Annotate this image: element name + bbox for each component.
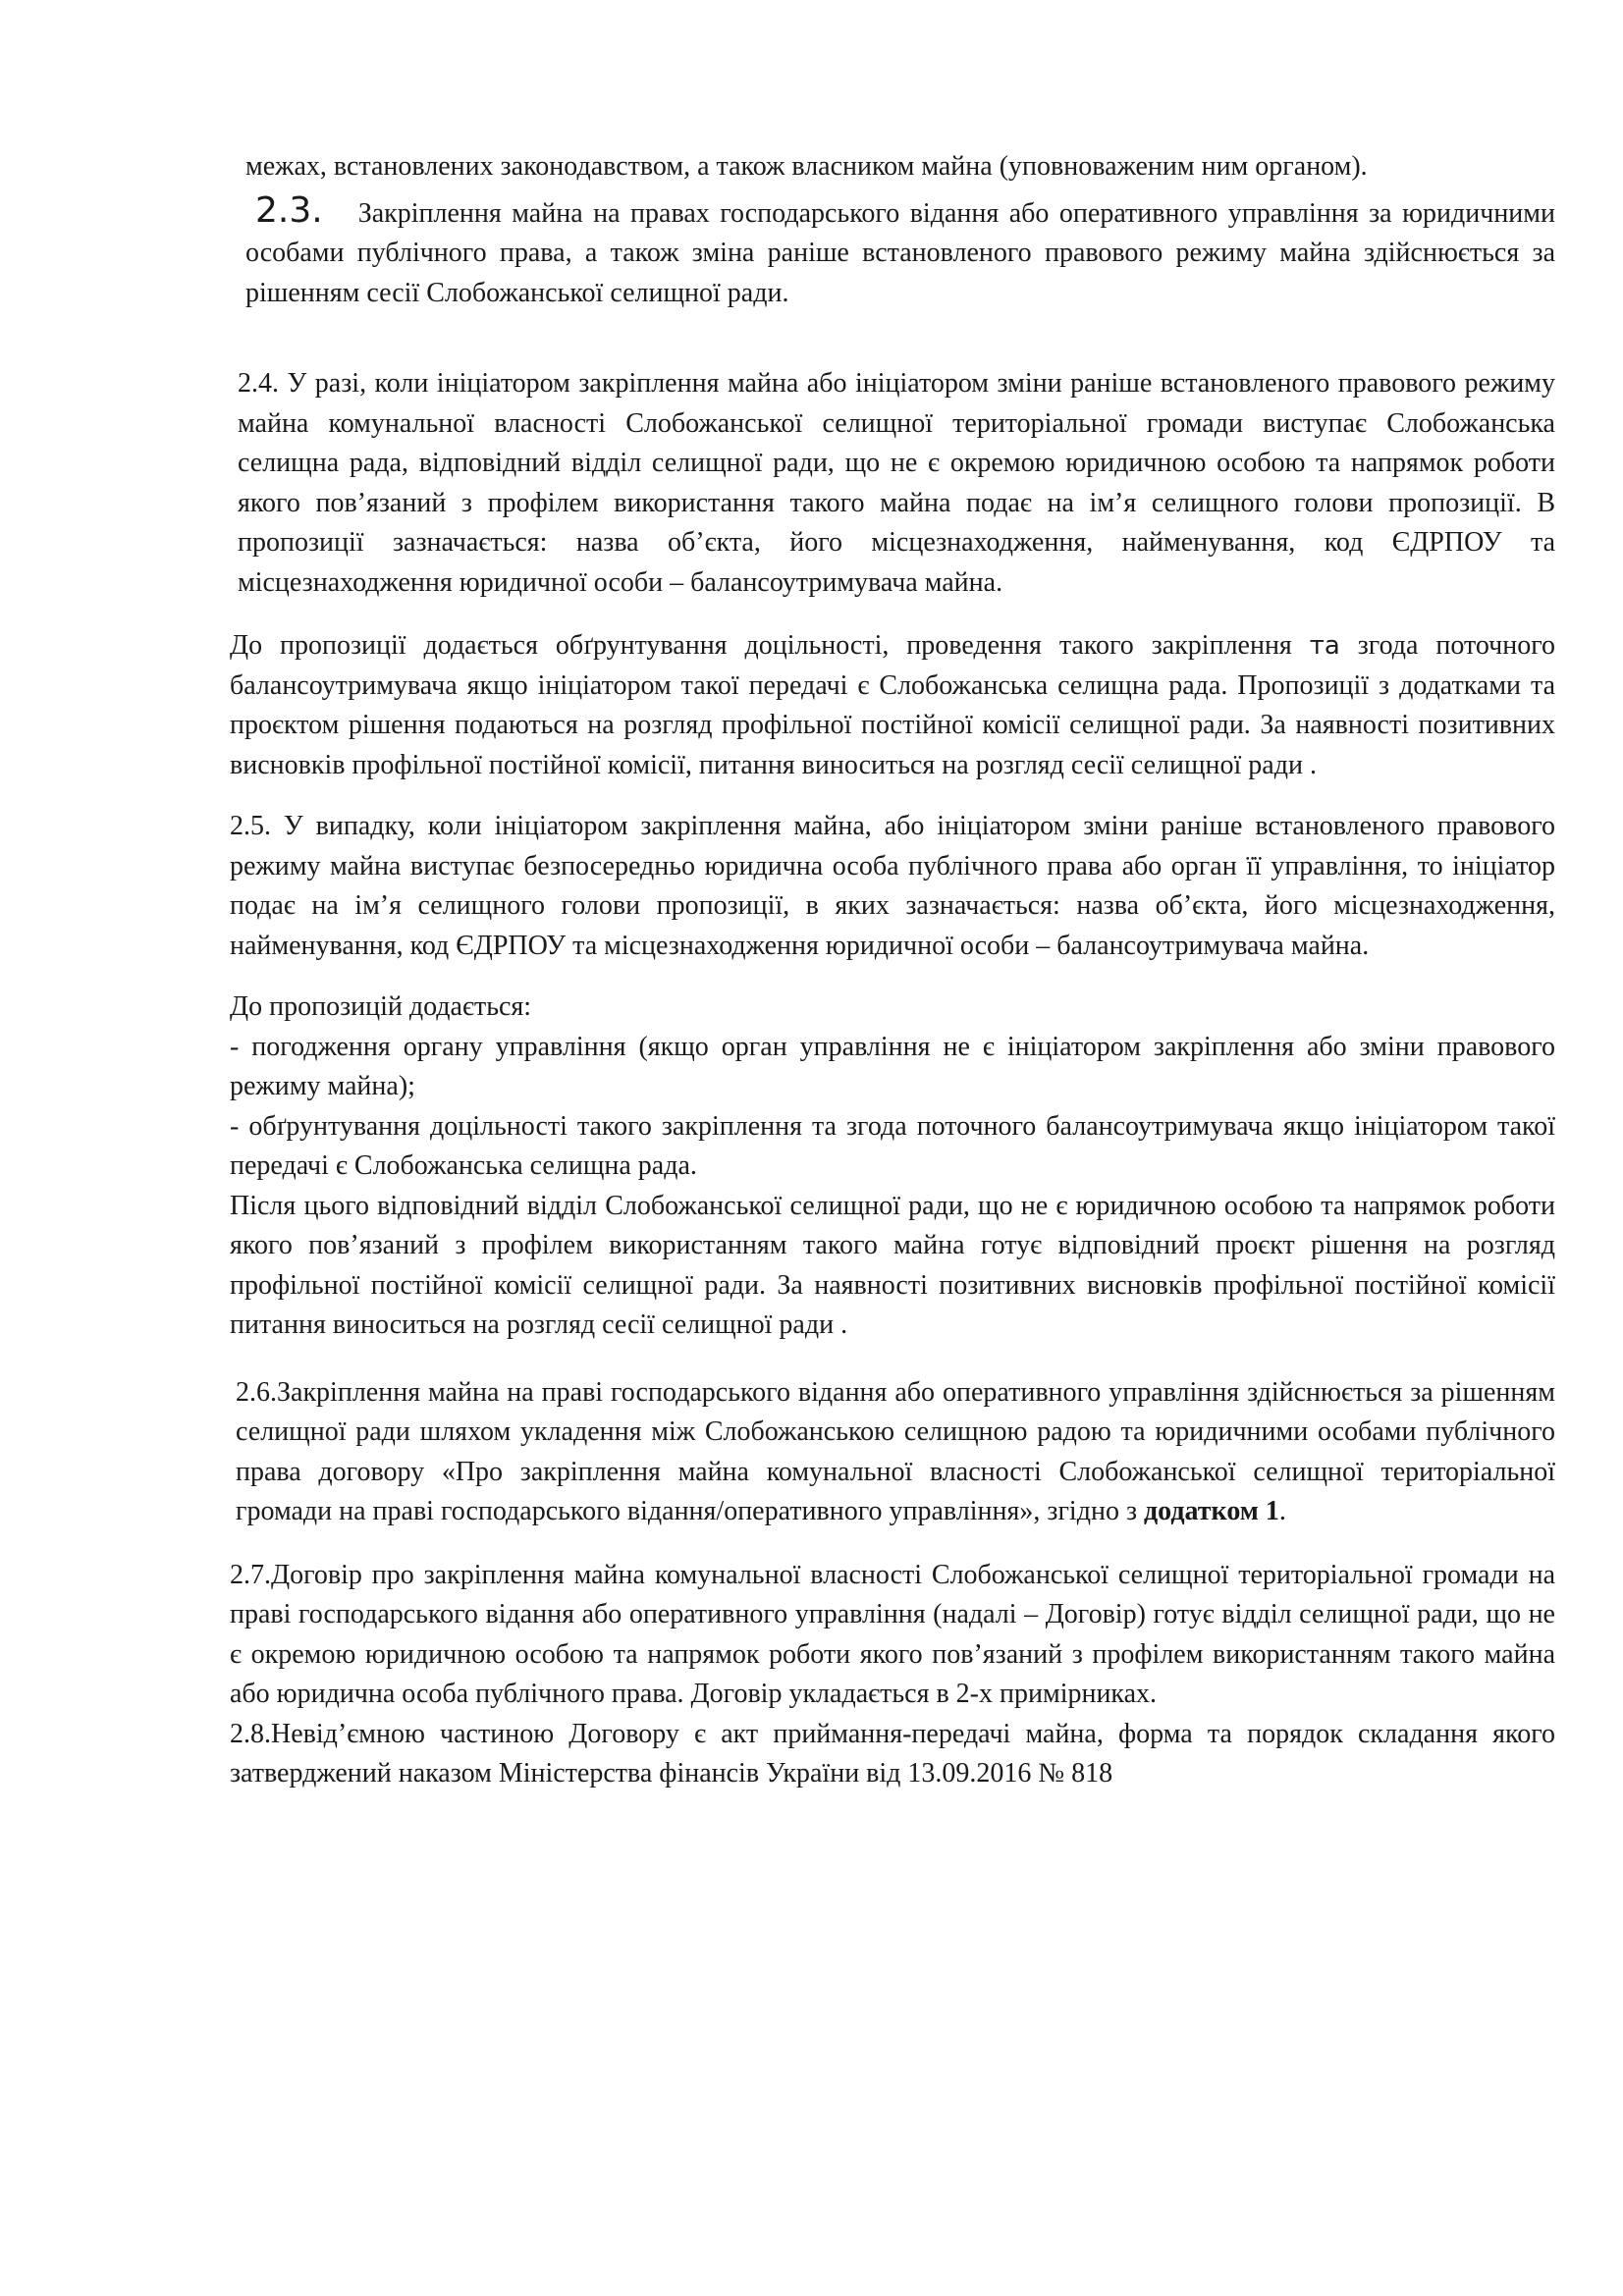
attachments-intro-text: До пропозицій додається: — [230, 991, 532, 1022]
paragraph-2-6-text: 2.6.Закріплення майна на праві господарського відання або оперативного управління здійснюється за рішенням селищної ради шляхом укладення між Слобожанською селищною радою та юридичними особами публічного права договору «Про закріплення майна комунальної власності Слобожанської селищної територіальної громади на праві господарського відання/оперативного управління», згідно з — [236, 1376, 1555, 1526]
paragraph-2-5-attachments — [230, 988, 1555, 1346]
paragraph-2-4-continuation — [230, 626, 1555, 785]
paragraph-2-6 — [230, 1373, 1555, 1532]
paragraph-2-3-number: 2.3. — [255, 189, 323, 231]
attachments-list-item — [230, 1107, 1555, 1187]
paragraph-opening-text: межах, встановлених законодавством, а також власником майна (уповноваженим ним органом). — [245, 151, 1368, 182]
attachments-list-item — [230, 1028, 1555, 1107]
paragraph-2-5-after-text: Після цього відповідний відділ Слобожанської селищної ради, що не є юридичною особою та напрямок роботи якого пов’язаний з профілем використанням такого майна готує відповідний проєкт рішення на розгляд профільної постійної комісії селищної ради. За наявності позитивних висновків профільної постійної комісії питання виноситься на розгляд сесії селищної ради . — [230, 1190, 1555, 1340]
paragraph-2-7-text: 2.7.Договір про закріплення майна комунальної власності Слобожанської селищної територіальної громади на праві господарського відання або оперативного управління (надалі – Договір) готує відділ селищної ради, що не є окремою юридичною особою та напрямок роботи якого пов’язаний з профілем використанням такого майна або юридична особа публічного права. Договір укладається в 2-х примірниках. — [230, 1559, 1555, 1709]
paragraph-2-8-text: 2.8.Невід’ємною частиною Договору є акт приймання-передачі майна, форма та порядок складання якого затверджений наказом Міністерства фінансів України від 13.09.2016 № 818 — [230, 1718, 1555, 1789]
paragraph-2-6-end: . — [1278, 1496, 1286, 1526]
paragraph-2-4-cont-sans-word: та — [1309, 631, 1340, 661]
paragraph-2-4 — [230, 364, 1555, 603]
paragraph-2-3 — [230, 191, 1555, 314]
paragraph-2-4-cont-after: згода поточного балансоутримувача якщо ініціатором такої передачі є Слобожанська селищна рада. Пропозиції з додатками та проєктом рішення подаються на розгляд профільної постійної комісії селищної ради. За наявності позитивних висновків профільної постійної комісії, питання виноситься на розгляд сесії селищної ради . — [230, 630, 1555, 780]
document-page — [230, 147, 1555, 1794]
attachments-item-1-text: - погодження органу управління (якщо орган управління не є ініціатором закріплення або зміни правового режиму майна); — [230, 1031, 1555, 1101]
paragraph-2-6-bold-reference: додатком 1 — [1144, 1496, 1279, 1526]
attachments-intro — [230, 988, 1555, 1028]
paragraph-opening — [230, 147, 1555, 187]
paragraph-2-5 — [230, 807, 1555, 966]
attachments-item-2-text: - обґрунтування доцільності такого закріплення та згода поточного балансоутримувача якщо ініціатором такої передачі є Слобожанська селищна рада. — [230, 1110, 1555, 1181]
paragraph-2-8 — [230, 1715, 1555, 1794]
paragraph-2-5-text: 2.5. У випадку, коли ініціатором закріплення майна, або ініціатором зміни раніше встановленого правового режиму майна виступає безпосередньо юридична особа публічного права або орган її управління, то ініціатор подає на ім’я селищного голови пропозиції, в яких зазначається: назва об’єкта, його місцезнаходження, найменування, код ЄДРПОУ та місцезнаходження юридичної особи – балансоутримувача майна. — [230, 811, 1555, 961]
paragraph-2-4-cont-before: До пропозиції додається обґрунтування доцільності, проведення такого закріплення — [230, 630, 1292, 661]
paragraph-2-7 — [230, 1556, 1555, 1715]
paragraph-2-5-after — [230, 1187, 1555, 1346]
paragraph-2-4-text: 2.4. У разі, коли ініціатором закріплення майна або ініціатором зміни раніше встановленого правового режиму майна комунальної власності Слобожанської селищної територіальної громади виступає Слобожанська селищна рада, відповідний відділ селищної ради, що не є окремою юридичною особою та напрямок роботи якого пов’язаний з профілем використання такого майна подає на ім’я селищного голови пропозиції. В пропозиції зазначається: назва об’єкта, його місцезнаходження, найменування, код ЄДРПОУ та місцезнаходження юридичної особи – балансоутримувача майна. — [238, 368, 1555, 598]
paragraph-2-3-text: Закріплення майна на правах господарського відання або оперативного управління за юридичними особами публічного права, а також зміна раніше встановленого правового режиму майна здійснюється за рішенням сесії Слобожанської селищної ради. — [245, 197, 1555, 308]
